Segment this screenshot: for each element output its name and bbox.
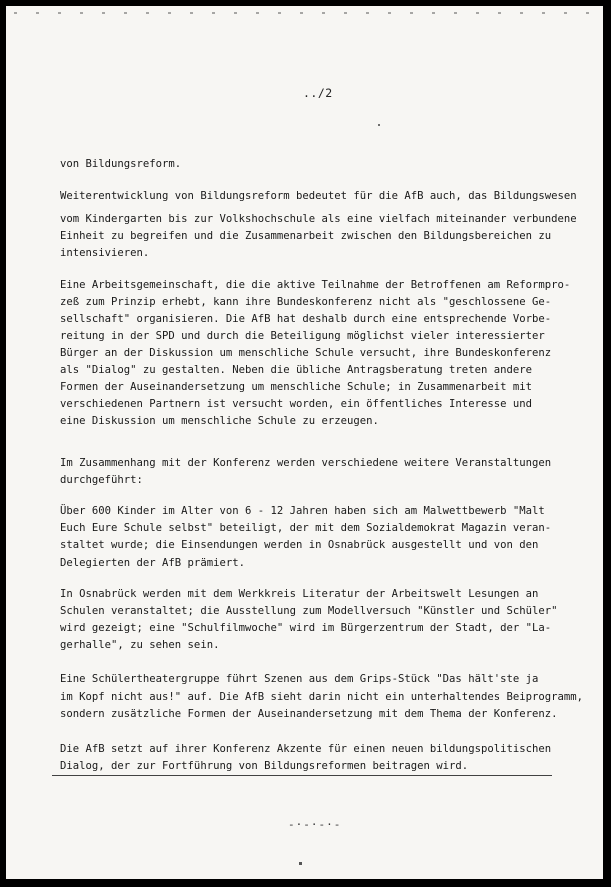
text-line: sellschaft" organisieren. Die AfB hat deshalb durch eine entsprechende Vorbe- — [60, 313, 552, 325]
text-line: Formen der Auseinandersetzung um menschliche Schule; in Zusammenarbeit mit — [60, 381, 532, 393]
text-line: Eine Schülertheatergruppe führt Szenen aus dem Grips-Stück "Das hält'ste ja — [60, 673, 539, 685]
page-marker: ../2 — [303, 86, 333, 100]
scan-speck — [299, 862, 302, 865]
text-line: reitung in der SPD und durch die Beteiligung möglichst vieler interessierter — [60, 330, 545, 342]
scan-top-edge — [14, 12, 594, 14]
text-line: Eine Arbeitsgemeinschaft, die die aktive Teilnahme der Betroffenen am Reformpro- — [60, 279, 571, 291]
text-line: Bürger an der Diskussion um menschliche Schule versucht, ihre Bundeskonferenz — [60, 347, 552, 359]
text-line: intensivieren. — [60, 247, 150, 259]
scan-mark: -·-·-·- — [288, 818, 342, 831]
text-line: als "Dialog" zu gestalten. Neben die übliche Antragsberatung treten andere — [60, 364, 532, 376]
text-line: zeß zum Prinzip erhebt, kann ihre Bundeskonferenz nicht als "geschlossene Ge- — [60, 296, 552, 308]
text-line: Weiterentwicklung von Bildungsreform bedeutet für die AfB auch, das Bildungswesen — [60, 190, 577, 202]
text-line: Delegierten der AfB prämiert. — [60, 557, 245, 569]
text-line: gerhalle", zu sehen sein. — [60, 639, 220, 651]
text-line: vom Kindergarten bis zur Volkshochschule als eine vielfach miteinander verbundene — [60, 213, 577, 225]
text-line: sondern zusätzliche Formen der Auseinandersetzung mit dem Thema der Konferenz. — [60, 708, 558, 720]
text-line: staltet wurde; die Einsendungen werden in Osnabrück ausgestellt und von den — [60, 539, 539, 551]
document-page — [6, 6, 603, 879]
text-line: durchgeführt: — [60, 474, 143, 486]
text-line: Über 600 Kinder im Alter von 6 - 12 Jahren haben sich am Malwettbewerb "Malt — [60, 505, 545, 517]
text-line: Einheit zu begreifen und die Zusammenarbeit zwischen den Bildungsbereichen zu — [60, 230, 552, 242]
text-line: verschiedenen Partnern ist versucht worden, ein öffentliches Interesse und — [60, 398, 532, 410]
text-line: im Kopf nicht aus!" auf. Die AfB sieht darin nicht ein unterhaltendes Beiprogramm, — [60, 691, 583, 703]
text-line: wird gezeigt; eine "Schulfilmwoche" wird im Bürgerzentrum der Stadt, der "La- — [60, 622, 552, 634]
scan-speck — [378, 124, 380, 126]
text-line: Schulen veranstaltet; die Ausstellung zum Modellversuch "Künstler und Schüler" — [60, 605, 558, 617]
rule-line — [52, 775, 552, 776]
text-line: Die AfB setzt auf ihrer Konferenz Akzente für einen neuen bildungspolitischen — [60, 743, 552, 755]
text-line: von Bildungsreform. — [60, 158, 182, 170]
text-line: Euch Eure Schule selbst" beteiligt, der mit dem Sozialdemokrat Magazin veran- — [60, 522, 552, 534]
text-line: Dialog, der zur Fortführung von Bildungsreformen beitragen wird. — [60, 760, 469, 772]
text-line: Im Zusammenhang mit der Konferenz werden verschiedene weitere Veranstaltungen — [60, 457, 552, 469]
text-line: eine Diskussion um menschliche Schule zu erzeugen. — [60, 415, 379, 427]
text-line: In Osnabrück werden mit dem Werkkreis Literatur der Arbeitswelt Lesungen an — [60, 588, 539, 600]
